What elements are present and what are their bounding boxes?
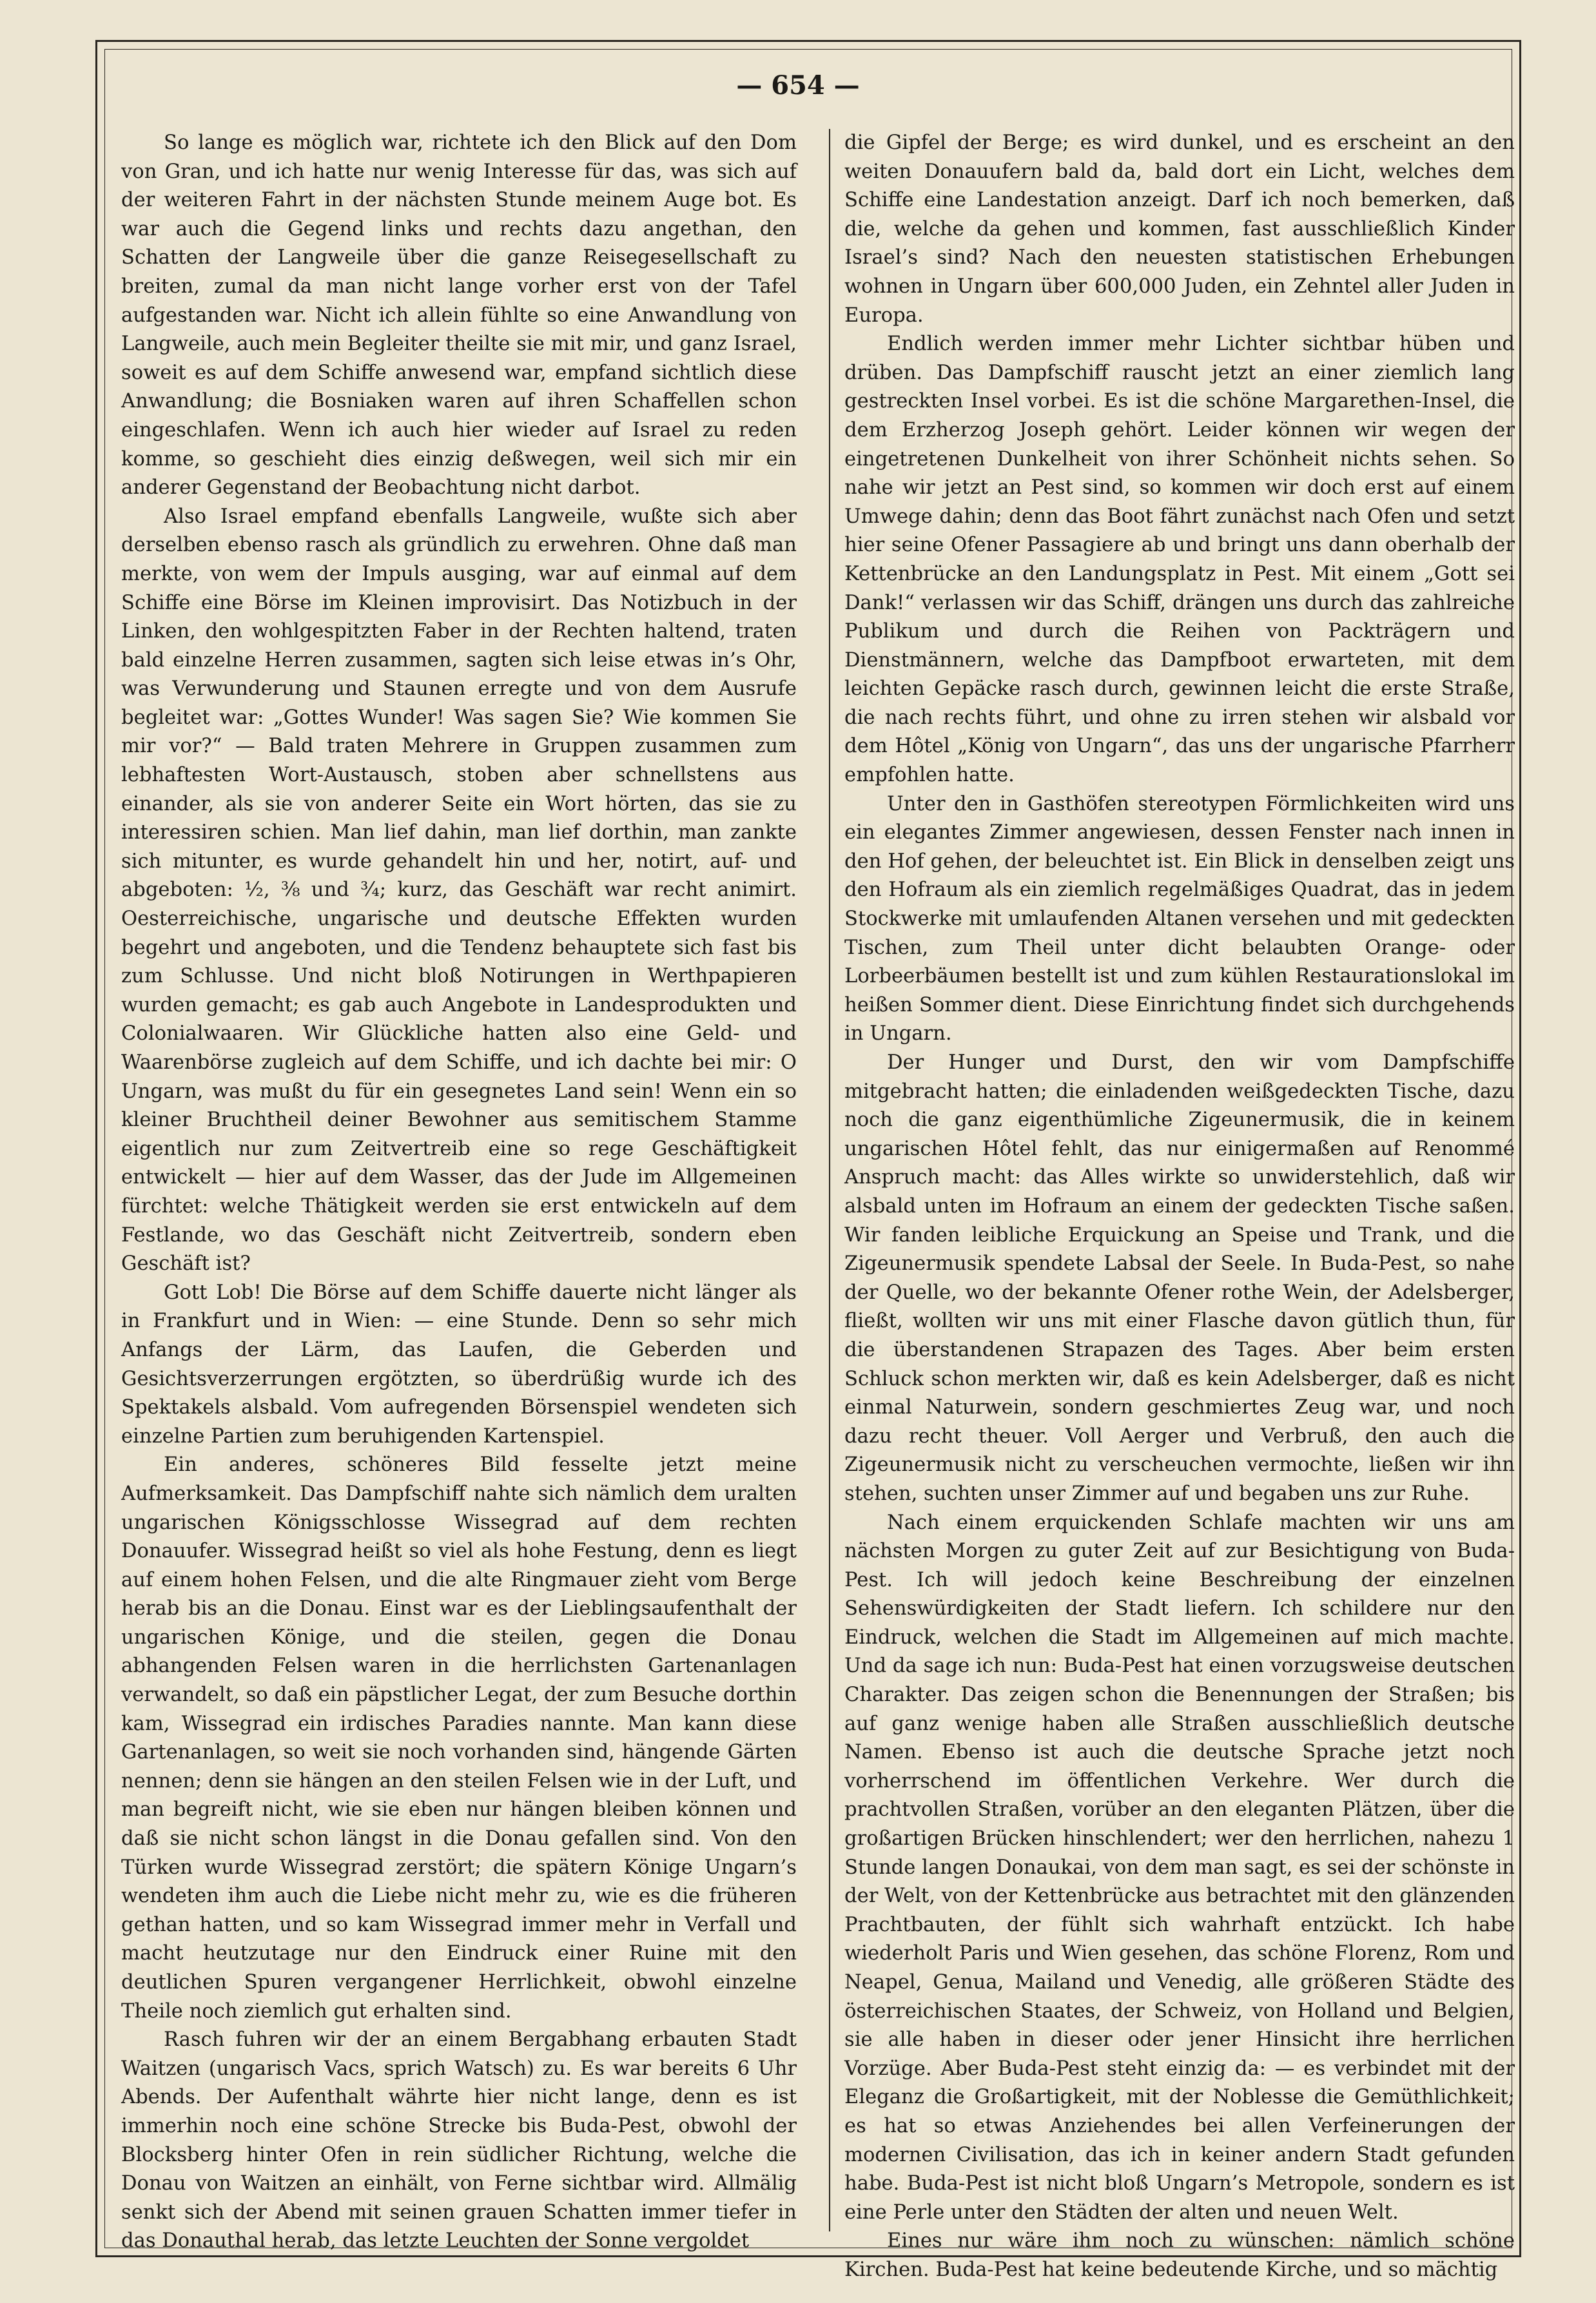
- paragraph: So lange es möglich war, richtete ich den Blick auf den Dom von Gran, und ich hatte nur wenig Interesse für das, was sich auf der weiteren Fahrt in der nächsten Stunde meinem Auge bot. Es war auch die Gegend links und rechts dazu angethan, den Schatten der Langweile über die ganze Reisegesellschaft zu breiten, zumal da man nicht lange vorher erst von der Tafel aufgestanden war. Nicht ich allein fühlte so eine Anwandlung von Langweile, auch mein Begleiter theilte sie mit mir, und ganz Israel, soweit es auf dem Schiffe anwesend war, empfand sichtlich diese Anwandlung; die Bosniaken waren auf ihren Schaffellen schon eingeschlafen. Wenn ich auch hier wieder auf Israel zu reden komme, so geschieht dies einzig deßwegen, weil sich mir ein anderer Gegenstand der Beobachtung nicht darbot.: [121, 131, 797, 500]
- paragraph-continued: die Gipfel der Berge; es wird dunkel, und es erscheint an den weiten Donauufern bald da, bald dort ein Licht, welches dem Schiffe eine Landestation anzeigt. Darf ich noch bemerken, daß die, welche da gehen und kommen, fast ausschließlich Kinder Israel’s sind? Nach den neuesten statistischen Erhebungen wohnen in Ungarn über 600,000 Juden, ein Zehntel aller Juden in Europa.: [844, 131, 1515, 327]
- left-column: [121, 129, 797, 2253]
- paragraph: Unter den in Gasthöfen stereotypen Förmlichkeiten wird uns ein elegantes Zimmer angewiesen, dessen Fenster nach innen in den Hof gehen, der beleuchtet ist. Ein Blick in denselben zeigt uns den Hofraum als ein ziemlich regelmäßiges Quadrat, das in jedem Stockwerke mit umlaufenden Altanen versehen und mit gedeckten Tischen, zum Theil unter dicht belaubten Orange- oder Lorbeerbäumen bestellt ist und zum kühlen Restaurationslokal im heißen Sommer dient. Diese Einrichtung findet sich durchgehends in Ungarn.: [844, 792, 1515, 1045]
- paragraph: Gott Lob! Die Börse auf dem Schiffe dauerte nicht länger als in Frankfurt und in Wien: — eine Stunde. Denn so sehr mich Anfangs der Lärm, das Laufen, die Geberden und Gesichtsverzerrungen ergötzten, so überdrüßig wurde ich des Spektakels alsbald. Vom aufregenden Börsenspiel wendeten sich einzelne Partien zum beruhigenden Kartenspiel.: [121, 1281, 797, 1448]
- paragraph: Ein anderes, schöneres Bild fesselte jetzt meine Aufmerksamkeit. Das Dampfschiff nahte sich nämlich dem uralten ungarischen Königsschlosse Wissegrad auf dem rechten Donauufer. Wissegrad heißt so viel als hohe Festung, denn es liegt auf einem hohen Felsen, und die alte Ringmauer zieht vom Berge herab bis an die Donau. Einst war es der Lieblingsaufenthalt der ungarischen Könige, und die steilen, gegen die Donau abhangenden Felsen waren in die herrlichsten Gartenanlagen verwandelt, so daß ein päpstlicher Legat, der zum Besuche dorthin kam, Wissegrad ein irdisches Paradies nannte. Man kann diese Gartenanlagen, so weit sie noch vorhanden sind, hängende Gärten nennen; denn sie hängen an den steilen Felsen wie in der Luft, und man begreift nicht, wie sie eben nur hängen bleiben können und daß sie nicht schon längst in die Donau gefallen sind. Von den Türken wurde Wissegrad zerstört; die spätern Könige Ungarn’s wendeten ihm auch die Liebe nicht mehr zu, wie es die früheren gethan hatten, und so kam Wissegrad immer mehr in Verfall und macht heutzutage nur den Eindruck einer Ruine mit den deutlichen Spuren vergangener Herrlichkeit, obwohl einzelne Theile noch ziemlich gut erhalten sind.: [121, 1453, 797, 2023]
- paragraph: Der Hunger und Durst, den wir vom Dampfschiffe mitgebracht hatten; die einladenden weißgedeckten Tische, dazu noch die ganz eigenthümliche Zigeunermusik, die in keinem ungarischen Hôtel fehlt, das nur einigermaßen auf Renommé Anspruch macht: das Alles wirkte so unwiderstehlich, daß wir alsbald unten im Hofraum an einem der gedeckten Tische saßen. Wir fanden leibliche Erquickung an Speise und Trank, und die Zigeunermusik spendete Labsal der Seele. In Buda-Pest, so nahe der Quelle, wo der bekannte Ofener rothe Wein, der Adelsberger, fließt, wollten wir uns mit einer Flasche davon gütlich thun, für die überstandenen Strapazen des Tages. Aber beim ersten Schluck schon merkten wir, daß es kein Adelsberger, daß es nicht einmal Naturwein, sondern geschmiertes Zeug war, und noch dazu recht theuer. Voll Aerger und Verbruß, den auch die Zigeunermusik nicht zu verscheuchen vermochte, ließen wir ihn stehen, suchten unser Zimmer auf und begaben uns zur Ruhe.: [844, 1051, 1515, 1505]
- right-column: [844, 129, 1515, 2281]
- page-number: — 654 —: [736, 70, 860, 101]
- paragraph: Eines nur wäre ihm noch zu wünschen: nämlich schöne Kirchen. Buda-Pest hat keine bedeutende Kirche, und so mächtig: [844, 2230, 1515, 2281]
- paragraph: Rasch fuhren wir der an einem Bergabhang erbauten Stadt Waitzen (ungarisch Vacs, sprich Watsch) zu. Es war bereits 6 Uhr Abends. Der Aufenthalt währte hier nicht lange, denn es ist immerhin noch eine schöne Strecke bis Buda-Pest, obwohl der Blocksberg hinter Ofen in rein südlicher Richtung, welche die Donau von Waitzen an einhält, von Ferne sichtbar wird. Allmälig senkt sich der Abend mit seinen grauen Schatten immer tiefer in das Donauthal herab, das letzte Leuchten der Sonne vergoldet: [121, 2028, 797, 2253]
- paragraph: Endlich werden immer mehr Lichter sichtbar hüben und drüben. Das Dampfschiff rauscht jetzt an einer ziemlich lang gestreckten Insel vorbei. Es ist die schöne Margarethen-Insel, die dem Erzherzog Joseph gehört. Leider können wir wegen der eingetretenen Dunkelheit von ihrer Schönheit nichts sehen. So nahe wir jetzt an Pest sind, so kommen wir doch erst auf einem Umwege dahin; denn das Boot fährt zunächst nach Ofen und setzt hier seine Ofener Passagiere ab und bringt uns dann oberhalb der Kettenbrücke an den Landungsplatz in Pest. Mit einem „Gott sei Dank!“ verlassen wir das Schiff, drängen uns durch das zahlreiche Publikum und durch die Reihen von Packträgern und Dienstmännern, welche das Dampfboot erwarteten, mit dem leichten Gepäcke rasch durch, gewinnen leicht die erste Straße, die nach rechts führt, und ohne zu irren stehen wir alsbald vor dem Hôtel „König von Ungarn“, das uns der ungarische Pfarrherr empfohlen hatte.: [844, 333, 1515, 787]
- paragraph: Also Israel empfand ebenfalls Langweile, wußte sich aber derselben ebenso rasch als gründlich zu erwehren. Ohne daß man merkte, von wem der Impuls ausging, war auf einmal auf dem Schiffe eine Börse im Kleinen improvisirt. Das Notizbuch in der Linken, den wohlgespitzten Faber in der Rechten haltend, traten bald einzelne Herren zusammen, sagten sich leise etwas in’s Ohr, was Verwunderung und Staunen erregte und von dem Ausrufe begleitet war: „Gottes Wunder! Was sagen Sie? Wie kommen Sie mir vor?“ — Bald traten Mehrere in Gruppen zusammen zum lebhaftesten Wort-Austausch, stoben aber schnellstens aus einander, als sie von anderer Seite ein Wort hörten, das sie zu interessiren schien. Man lief dahin, man lief dorthin, man zankte sich mitunter, es wurde gehandelt hin und her, notirt, auf- und abgeboten: ½, ⅜ und ¾; kurz, das Geschäft war recht animirt. Oesterreichische, ungarische und deutsche Effekten wurden begehrt und angeboten, und die Tendenz behauptete sich fast bis zum Schlusse. Und nicht bloß Notirungen in Werthpapieren wurden gemacht; es gab auch Angebote in Landesprodukten und Colonialwaaren. Wir Glückliche hatten also eine Geld- und Waarenbörse zugleich auf dem Schiffe, und ich dachte bei mir: O Ungarn, was mußt du für ein gesegnetes Land sein! Wenn ein so kleiner Bruchtheil deiner Bewohner aus semitischem Stamme eigentlich nur zum Zeitvertreib eine so rege Geschäftigkeit entwickelt — hier auf dem Wasser, das der Jude im Allgemeinen fürchtet: welche Thätigkeit werden sie erst entwickeln auf dem Festlande, wo das Geschäft nicht Zeitvertreib, sondern eben Geschäft ist?: [121, 505, 797, 1276]
- paragraph: Nach einem erquickenden Schlafe machten wir uns am nächsten Morgen zu guter Zeit auf zur Besichtigung von Buda-Pest. Ich will jedoch keine Beschreibung der einzelnen Sehenswürdigkeiten der Stadt liefern. Ich schildere nur den Eindruck, welchen die Stadt im Allgemeinen auf mich machte. Und da sage ich nun: Buda-Pest hat einen vorzugsweise deutschen Charakter. Das zeigen schon die Benennungen der Straßen; bis auf ganz wenige haben alle Straßen ausschließlich deutsche Namen. Ebenso ist auch die deutsche Sprache jetzt noch vorherrschend im öffentlichen Verkehre. Wer durch die prachtvollen Straßen, vorüber an den eleganten Plätzen, über die großartigen Brücken hinschlendert; wer den herrlichen, nahezu 1 Stunde langen Donaukai, von dem man sagt, es sei der schönste in der Welt, von der Kettenbrücke aus betrachtet mit den glänzenden Prachtbauten, der fühlt sich wahrhaft entzückt. Ich habe wiederholt Paris und Wien gesehen, das schöne Florenz, Rom und Neapel, Genua, Mailand und Venedig, alle größeren Städte des österreichischen Staates, der Schweiz, von Holland und Belgien, sie alle haben in dieser oder jener Hinsicht ihre herrlichen Vorzüge. Aber Buda-Pest steht einzig da: — es verbindet mit der Eleganz die Großartigkeit, mit der Noblesse die Gemüthlichkeit; es hat so etwas Anziehendes bei allen Verfeinerungen der modernen Civilisation, das ich in keiner andern Stadt gefunden habe. Buda-Pest ist nicht bloß Ungarn’s Metropole, sondern es ist eine Perle unter den Städten der alten und neuen Welt.: [844, 1511, 1515, 2224]
- column-divider: [829, 129, 830, 2231]
